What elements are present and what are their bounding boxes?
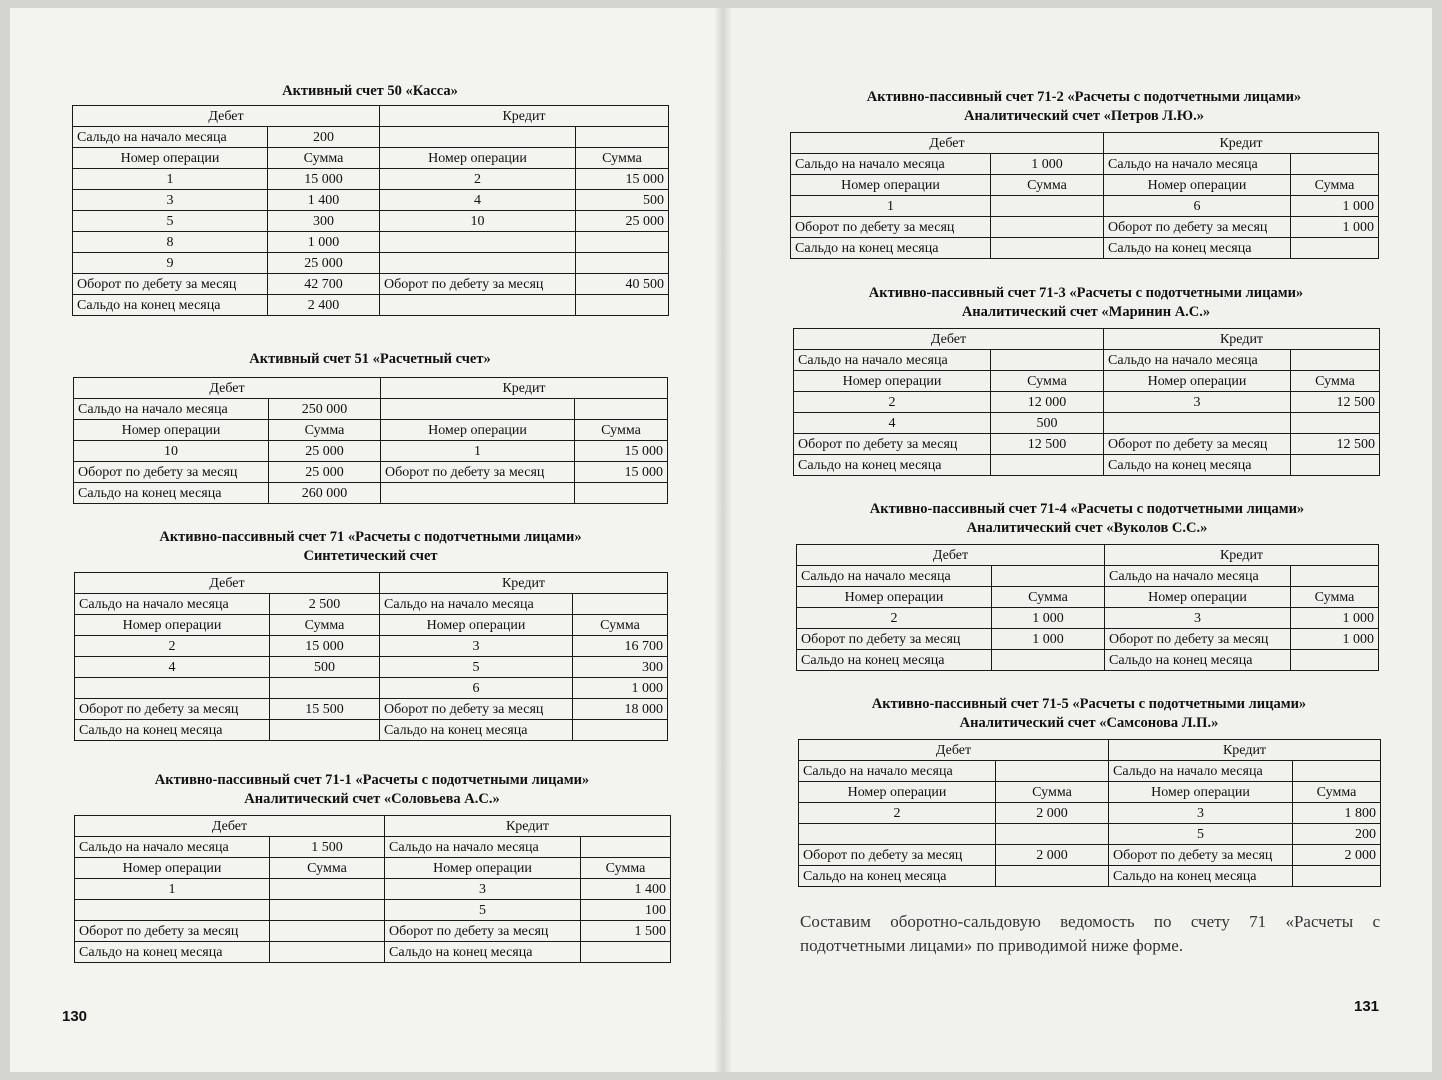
credit-sum: 1 800 xyxy=(1293,803,1381,824)
account-71-2-table xyxy=(790,132,1379,259)
debit-op xyxy=(75,900,270,921)
opening-label: Сальдо на начало месяца xyxy=(1104,154,1291,175)
turnover-credit: 15 000 xyxy=(575,462,668,483)
account-71-1-title: Активно-пассивный счет 71-1 «Расчеты с подотчетными лицами» xyxy=(154,772,590,788)
account-71-2-title: Активно-пассивный счет 71-2 «Расчеты с подотчетными лицами» xyxy=(866,89,1302,105)
table-row xyxy=(797,608,1379,629)
op-no-header: Номер операции xyxy=(791,175,991,196)
closing-label: Сальдо на конец месяца xyxy=(75,942,270,963)
credit-sum xyxy=(576,232,669,253)
turnover-credit: 1 000 xyxy=(1291,217,1379,238)
opening-label: Сальдо на начало месяца xyxy=(75,594,270,615)
turnover-label: Оборот по дебету за месяц xyxy=(75,921,270,942)
credit-op: 3 xyxy=(1105,608,1291,629)
turnover-credit: 2 000 xyxy=(1293,845,1381,866)
credit-sum: 1 000 xyxy=(1291,608,1379,629)
account-71-3-table xyxy=(793,328,1380,476)
sum-header: Сумма xyxy=(270,615,380,636)
turnover-debit: 42 700 xyxy=(268,274,380,295)
account-71-2-subtitle: Аналитический счет «Петров Л.Ю.» xyxy=(964,108,1204,124)
opening-debit xyxy=(996,761,1109,782)
table-row xyxy=(75,879,671,900)
sum-header: Сумма xyxy=(270,858,385,879)
table-row xyxy=(799,824,1381,845)
turnover-label: Оборот по дебету за месяц xyxy=(381,462,575,483)
credit-op xyxy=(380,253,576,274)
debit-sum: 1 000 xyxy=(992,608,1105,629)
debit-sum xyxy=(996,824,1109,845)
turnover-label: Оборот по дебету за месяц xyxy=(75,699,270,720)
op-no-header: Номер операции xyxy=(380,148,576,169)
account-71-1-subtitle: Аналитический счет «Соловьева А.С.» xyxy=(244,791,500,807)
credit-op: 5 xyxy=(1109,824,1293,845)
credit-op: 10 xyxy=(380,211,576,232)
debit-header: Дебет xyxy=(794,329,1104,350)
op-no-header: Номер операции xyxy=(797,587,992,608)
opening-label: Сальдо на начало месяца xyxy=(380,594,573,615)
opening-label: Сальдо на начало месяца xyxy=(797,566,992,587)
debit-op: 1 xyxy=(73,169,268,190)
debit-header: Дебет xyxy=(75,816,385,837)
table-row xyxy=(73,211,669,232)
credit-sum xyxy=(1291,413,1380,434)
closing-label: Сальдо на конец месяца xyxy=(1104,455,1291,476)
op-no-header: Номер операции xyxy=(794,371,991,392)
account-71-4-title: Активно-пассивный счет 71-4 «Расчеты с подотчетными лицами» xyxy=(869,501,1305,517)
page-number-left: 130 xyxy=(62,1008,88,1025)
closing-label: Сальдо на конец месяца xyxy=(74,483,269,504)
op-no-header: Номер операции xyxy=(1104,371,1291,392)
debit-sum xyxy=(991,196,1104,217)
credit-header: Кредит xyxy=(380,573,668,594)
credit-op: 3 xyxy=(385,879,581,900)
debit-op: 9 xyxy=(73,253,268,274)
table-row xyxy=(73,253,669,274)
opening-label: Сальдо на начало месяца xyxy=(75,837,270,858)
op-no-header: Номер операции xyxy=(385,858,581,879)
account-71-table xyxy=(74,572,668,741)
op-no-header: Номер операции xyxy=(1109,782,1293,803)
debit-sum: 500 xyxy=(991,413,1104,434)
table-row xyxy=(75,678,668,699)
debit-sum: 300 xyxy=(268,211,380,232)
credit-op: 3 xyxy=(1109,803,1293,824)
credit-op: 3 xyxy=(380,636,573,657)
table-row xyxy=(75,657,668,678)
page-number-right: 131 xyxy=(1354,998,1380,1015)
closing-debit: 260 000 xyxy=(269,483,381,504)
debit-op: 2 xyxy=(799,803,996,824)
credit-op: 6 xyxy=(380,678,573,699)
debit-op: 1 xyxy=(791,196,991,217)
credit-sum: 15 000 xyxy=(575,441,668,462)
turnover-debit: 25 000 xyxy=(269,462,381,483)
opening-debit: 1 500 xyxy=(270,837,385,858)
account-71-block xyxy=(74,528,667,741)
op-no-header: Номер операции xyxy=(75,615,270,636)
closing-label: Сальдо на конец месяца xyxy=(1109,866,1293,887)
credit-header: Кредит xyxy=(1104,329,1380,350)
sum-header: Сумма xyxy=(1291,371,1380,392)
turnover-label: Оборот по дебету за месяц xyxy=(74,462,269,483)
table-row xyxy=(791,196,1379,217)
debit-sum: 12 000 xyxy=(991,392,1104,413)
account-71-5-table xyxy=(798,739,1381,887)
turnover-label: Оборот по дебету за месяц xyxy=(73,274,268,295)
opening-debit: 2 500 xyxy=(270,594,380,615)
opening-label: Сальдо на начало месяца xyxy=(794,350,991,371)
table-row xyxy=(74,441,668,462)
opening-debit: 1 000 xyxy=(991,154,1104,175)
closing-label: Сальдо на конец месяца xyxy=(385,942,581,963)
account-71-4-block xyxy=(796,500,1378,671)
debit-sum: 500 xyxy=(270,657,380,678)
sum-header: Сумма xyxy=(991,175,1104,196)
closing-label: Сальдо на конец месяца xyxy=(797,650,992,671)
table-row xyxy=(75,636,668,657)
account-51-title: Активный счет 51 «Расчетный счет» xyxy=(249,351,491,367)
opening-label: Сальдо на начало месяца xyxy=(74,399,269,420)
credit-op: 3 xyxy=(1104,392,1291,413)
debit-op xyxy=(75,678,270,699)
debit-op: 4 xyxy=(75,657,270,678)
account-71-4-table xyxy=(796,544,1379,671)
turnover-credit: 18 000 xyxy=(573,699,668,720)
debit-op: 10 xyxy=(74,441,269,462)
account-71-1-block xyxy=(74,771,670,963)
turnover-credit: 40 500 xyxy=(576,274,669,295)
debit-op: 2 xyxy=(797,608,992,629)
op-no-header: Номер операции xyxy=(1105,587,1291,608)
op-no-header: Номер операции xyxy=(380,615,573,636)
debit-sum xyxy=(270,900,385,921)
account-71-1-table xyxy=(74,815,671,963)
opening-debit: 200 xyxy=(268,127,380,148)
table-row xyxy=(799,803,1381,824)
turnover-label: Оборот по дебету за месяц xyxy=(1104,217,1291,238)
opening-label: Сальдо на начало месяца xyxy=(791,154,991,175)
credit-sum: 1 000 xyxy=(1291,196,1379,217)
opening-label: Сальдо на начало месяца xyxy=(1109,761,1293,782)
account-51-table xyxy=(73,377,668,504)
closing-label: Сальдо на конец месяца xyxy=(380,720,573,741)
body-paragraph: Составим оборотно-сальдовую ведомость по счету 71 «Расчеты с подотчетными лицами» по приводимой ниже форме. xyxy=(800,912,1380,955)
credit-op: 1 xyxy=(381,441,575,462)
credit-header: Кредит xyxy=(385,816,671,837)
credit-sum: 200 xyxy=(1293,824,1381,845)
credit-op: 5 xyxy=(380,657,573,678)
opening-label: Сальдо на начало месяца xyxy=(1104,350,1291,371)
sum-header: Сумма xyxy=(1293,782,1381,803)
turnover-debit: 2 000 xyxy=(996,845,1109,866)
sum-header: Сумма xyxy=(996,782,1109,803)
op-no-header: Номер операции xyxy=(799,782,996,803)
credit-sum: 100 xyxy=(581,900,671,921)
sum-header: Сумма xyxy=(573,615,668,636)
credit-op: 6 xyxy=(1104,196,1291,217)
account-71-3-subtitle: Аналитический счет «Маринин А.С.» xyxy=(961,304,1211,320)
sum-header: Сумма xyxy=(1291,175,1379,196)
debit-sum: 25 000 xyxy=(269,441,381,462)
debit-header: Дебет xyxy=(75,573,380,594)
account-71-subtitle: Синтетический счет xyxy=(303,548,438,564)
sum-header: Сумма xyxy=(992,587,1105,608)
credit-sum: 1 000 xyxy=(573,678,668,699)
op-no-header: Номер операции xyxy=(74,420,269,441)
turnover-credit: 12 500 xyxy=(1291,434,1380,455)
sum-header: Сумма xyxy=(581,858,671,879)
closing-label: Сальдо на конец месяца xyxy=(1104,238,1291,259)
debit-sum: 15 000 xyxy=(268,169,380,190)
account-50-title: Активный счет 50 «Касса» xyxy=(282,83,458,99)
closing-debit: 2 400 xyxy=(268,295,380,316)
sum-header: Сумма xyxy=(1291,587,1379,608)
turnover-label: Оборот по дебету за месяц xyxy=(380,274,576,295)
credit-sum: 300 xyxy=(573,657,668,678)
table-row xyxy=(73,232,669,253)
credit-sum: 16 700 xyxy=(573,636,668,657)
account-71-3-title: Активно-пассивный счет 71-3 «Расчеты с подотчетными лицами» xyxy=(868,285,1304,301)
table-row xyxy=(794,392,1380,413)
sum-header: Сумма xyxy=(269,420,381,441)
opening-debit xyxy=(992,566,1105,587)
credit-sum xyxy=(576,253,669,274)
debit-op: 8 xyxy=(73,232,268,253)
credit-sum: 1 400 xyxy=(581,879,671,900)
turnover-credit: 1 000 xyxy=(1291,629,1379,650)
turnover-label: Оборот по дебету за месяц xyxy=(385,921,581,942)
credit-op: 2 xyxy=(380,169,576,190)
credit-sum: 12 500 xyxy=(1291,392,1380,413)
op-no-header: Номер операции xyxy=(381,420,575,441)
credit-header: Кредит xyxy=(1105,545,1379,566)
opening-label: Сальдо на начало месяца xyxy=(73,127,268,148)
table-row xyxy=(75,900,671,921)
debit-sum: 2 000 xyxy=(996,803,1109,824)
turnover-label: Оборот по дебету за месяц xyxy=(1109,845,1293,866)
account-71-4-subtitle: Аналитический счет «Вуколов С.С.» xyxy=(966,520,1208,536)
turnover-label: Оборот по дебету за месяц xyxy=(1105,629,1291,650)
op-no-header: Номер операции xyxy=(75,858,270,879)
closing-label: Сальдо на конец месяца xyxy=(794,455,991,476)
op-no-header: Номер операции xyxy=(1104,175,1291,196)
credit-op: 5 xyxy=(385,900,581,921)
closing-label: Сальдо на конец месяца xyxy=(799,866,996,887)
opening-label: Сальдо на начало месяца xyxy=(1105,566,1291,587)
turnover-debit xyxy=(991,217,1104,238)
debit-op xyxy=(799,824,996,845)
account-71-title: Активно-пассивный счет 71 «Расчеты с подотчетными лицами» xyxy=(159,529,582,545)
turnover-label: Оборот по дебету за месяц xyxy=(797,629,992,650)
debit-header: Дебет xyxy=(797,545,1105,566)
debit-header: Дебет xyxy=(73,106,380,127)
debit-sum: 1 400 xyxy=(268,190,380,211)
account-71-5-block xyxy=(798,695,1380,887)
debit-sum: 1 000 xyxy=(268,232,380,253)
account-50-table xyxy=(72,105,669,316)
closing-label: Сальдо на конец месяца xyxy=(1105,650,1291,671)
sum-header: Сумма xyxy=(576,148,669,169)
opening-debit xyxy=(991,350,1104,371)
turnover-credit: 1 500 xyxy=(581,921,671,942)
turnover-label: Оборот по дебету за месяц xyxy=(799,845,996,866)
credit-op: 4 xyxy=(380,190,576,211)
debit-sum xyxy=(270,879,385,900)
turnover-debit xyxy=(270,921,385,942)
closing-label: Сальдо на конец месяца xyxy=(73,295,268,316)
turnover-label: Оборот по дебету за месяц xyxy=(1104,434,1291,455)
account-71-5-title: Активно-пассивный счет 71-5 «Расчеты с подотчетными лицами» xyxy=(871,696,1307,712)
op-no-header: Номер операции xyxy=(73,148,268,169)
turnover-label: Оборот по дебету за месяц xyxy=(380,699,573,720)
account-71-2-block xyxy=(790,88,1378,259)
credit-sum: 15 000 xyxy=(576,169,669,190)
debit-sum: 15 000 xyxy=(270,636,380,657)
sum-header: Сумма xyxy=(575,420,668,441)
debit-header: Дебет xyxy=(799,740,1109,761)
credit-sum: 500 xyxy=(576,190,669,211)
credit-header: Кредит xyxy=(1109,740,1381,761)
debit-sum: 25 000 xyxy=(268,253,380,274)
closing-label: Сальдо на конец месяца xyxy=(75,720,270,741)
opening-label: Сальдо на начало месяца xyxy=(385,837,581,858)
account-71-5-subtitle: Аналитический счет «Самсонова Л.П.» xyxy=(959,715,1219,731)
debit-op: 4 xyxy=(794,413,991,434)
debit-op: 1 xyxy=(75,879,270,900)
table-row xyxy=(73,169,669,190)
book-gutter xyxy=(714,8,732,1072)
turnover-label: Оборот по дебету за месяц xyxy=(791,217,991,238)
closing-label: Сальдо на конец месяца xyxy=(791,238,991,259)
credit-op xyxy=(1104,413,1291,434)
debit-op: 2 xyxy=(794,392,991,413)
debit-op: 3 xyxy=(73,190,268,211)
credit-sum: 25 000 xyxy=(576,211,669,232)
table-row xyxy=(794,413,1380,434)
account-71-3-block xyxy=(793,284,1379,476)
turnover-label: Оборот по дебету за месяц xyxy=(794,434,991,455)
turnover-debit: 12 500 xyxy=(991,434,1104,455)
turnover-debit: 15 500 xyxy=(270,699,380,720)
sum-header: Сумма xyxy=(991,371,1104,392)
debit-op: 2 xyxy=(75,636,270,657)
debit-op: 5 xyxy=(73,211,268,232)
debit-header: Дебет xyxy=(791,133,1104,154)
debit-header: Дебет xyxy=(74,378,381,399)
credit-header: Кредит xyxy=(380,106,669,127)
table-row xyxy=(73,190,669,211)
opening-debit: 250 000 xyxy=(269,399,381,420)
account-50-block xyxy=(72,82,668,316)
turnover-debit: 1 000 xyxy=(992,629,1105,650)
sum-header: Сумма xyxy=(268,148,380,169)
credit-header: Кредит xyxy=(1104,133,1379,154)
credit-op xyxy=(380,232,576,253)
account-51-block xyxy=(73,350,667,504)
opening-label: Сальдо на начало месяца xyxy=(799,761,996,782)
credit-header: Кредит xyxy=(381,378,668,399)
debit-sum xyxy=(270,678,380,699)
